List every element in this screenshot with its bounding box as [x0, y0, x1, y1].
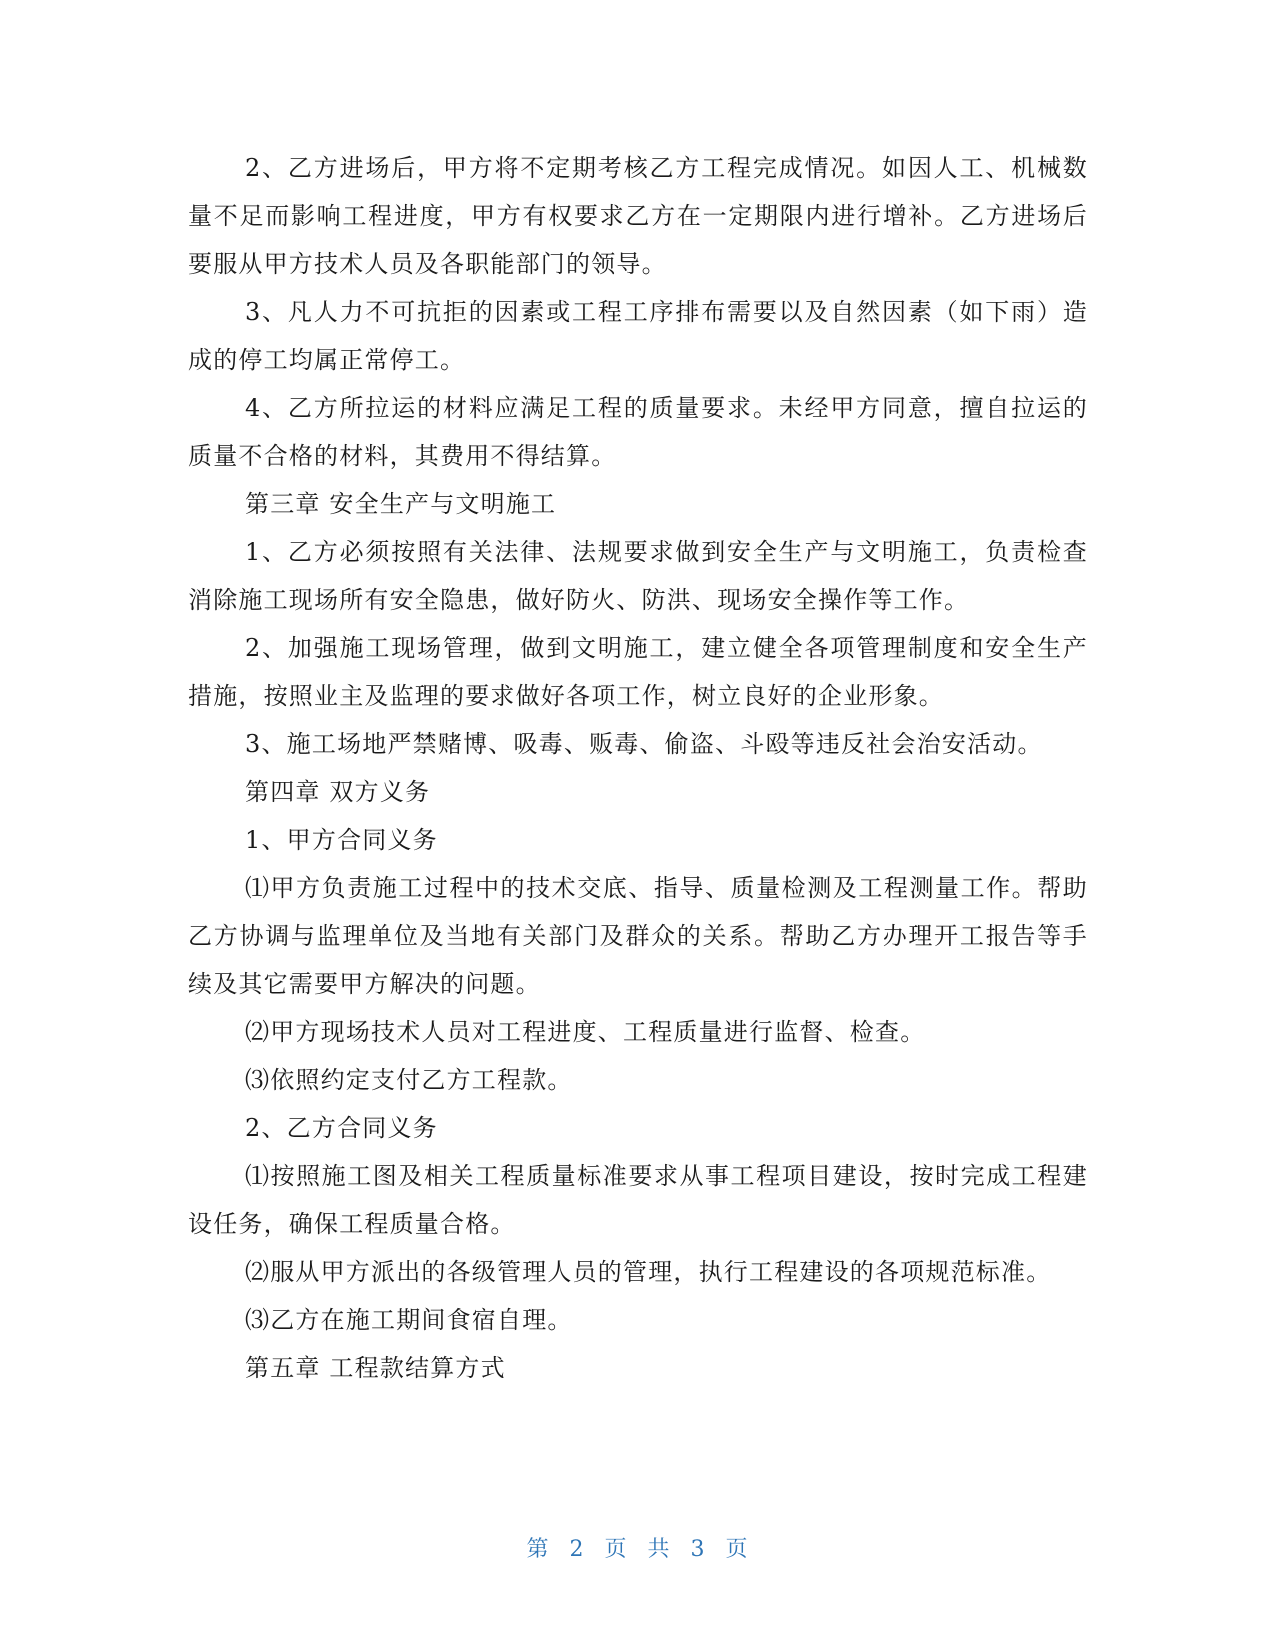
paragraph-safety-2: 2、加强施工现场管理，做到文明施工，建立健全各项管理制度和安全生产措施，按照业主及监理的要求做好各项工作，树立良好的企业形象。 [188, 634, 1088, 710]
party-a-obligation-2: ⑵甲方现场技术人员对工程进度、工程质量进行监督、检查。 [245, 1018, 926, 1046]
paragraph-safety-3: 3、施工场地严禁赌博、吸毒、贩毒、偷盗、斗殴等违反社会治安活动。 [245, 730, 1043, 758]
chapter-3-heading: 第三章 安全生产与文明施工 [245, 490, 557, 518]
party-b-obligation-2: ⑵服从甲方派出的各级管理人员的管理，执行工程建设的各项规范标准。 [245, 1258, 1052, 1286]
party-a-obligations-title: 1、甲方合同义务 [245, 826, 438, 854]
paragraph-2-progress-check: 2、乙方进场后，甲方将不定期考核乙方工程完成情况。如因人工、机械数量不足而影响工程进度，甲方有权要求乙方在一定期限内进行增补。乙方进场后要服从甲方技术人员及各职能部门的领导。 [188, 154, 1088, 278]
chapter-4-heading: 第四章 双方义务 [245, 778, 431, 806]
document-body [188, 144, 1088, 1392]
paragraph-3-normal-stoppage: 3、凡人力不可抗拒的因素或工程工序排布需要以及自然因素（如下雨）造成的停工均属正常停工。 [188, 298, 1088, 374]
party-b-obligations-title: 2、乙方合同义务 [245, 1114, 438, 1142]
party-a-obligation-1: ⑴甲方负责施工过程中的技术交底、指导、质量检测及工程测量工作。帮助乙方协调与监理单位及当地有关部门及群众的关系。帮助乙方办理开工报告等手续及其它需要甲方解决的问题。 [188, 874, 1088, 998]
party-a-obligation-3: ⑶依照约定支付乙方工程款。 [245, 1066, 573, 1094]
chapter-5-heading: 第五章 工程款结算方式 [245, 1354, 506, 1382]
paragraph-safety-1: 1、乙方必须按照有关法律、法规要求做到安全生产与文明施工，负责检查消除施工现场所有安全隐患，做好防火、防洪、现场安全操作等工作。 [188, 538, 1088, 614]
page-number-footer: 第 2 页 共 3 页 [526, 1537, 749, 1562]
party-b-obligation-1: ⑴按照施工图及相关工程质量标准要求从事工程项目建设，按时完成工程建设任务，确保工程质量合格。 [188, 1162, 1088, 1238]
party-b-obligation-3: ⑶乙方在施工期间食宿自理。 [245, 1306, 573, 1334]
paragraph-4-material-quality: 4、乙方所拉运的材料应满足工程的质量要求。未经甲方同意，擅自拉运的质量不合格的材料，其费用不得结算。 [188, 394, 1088, 470]
